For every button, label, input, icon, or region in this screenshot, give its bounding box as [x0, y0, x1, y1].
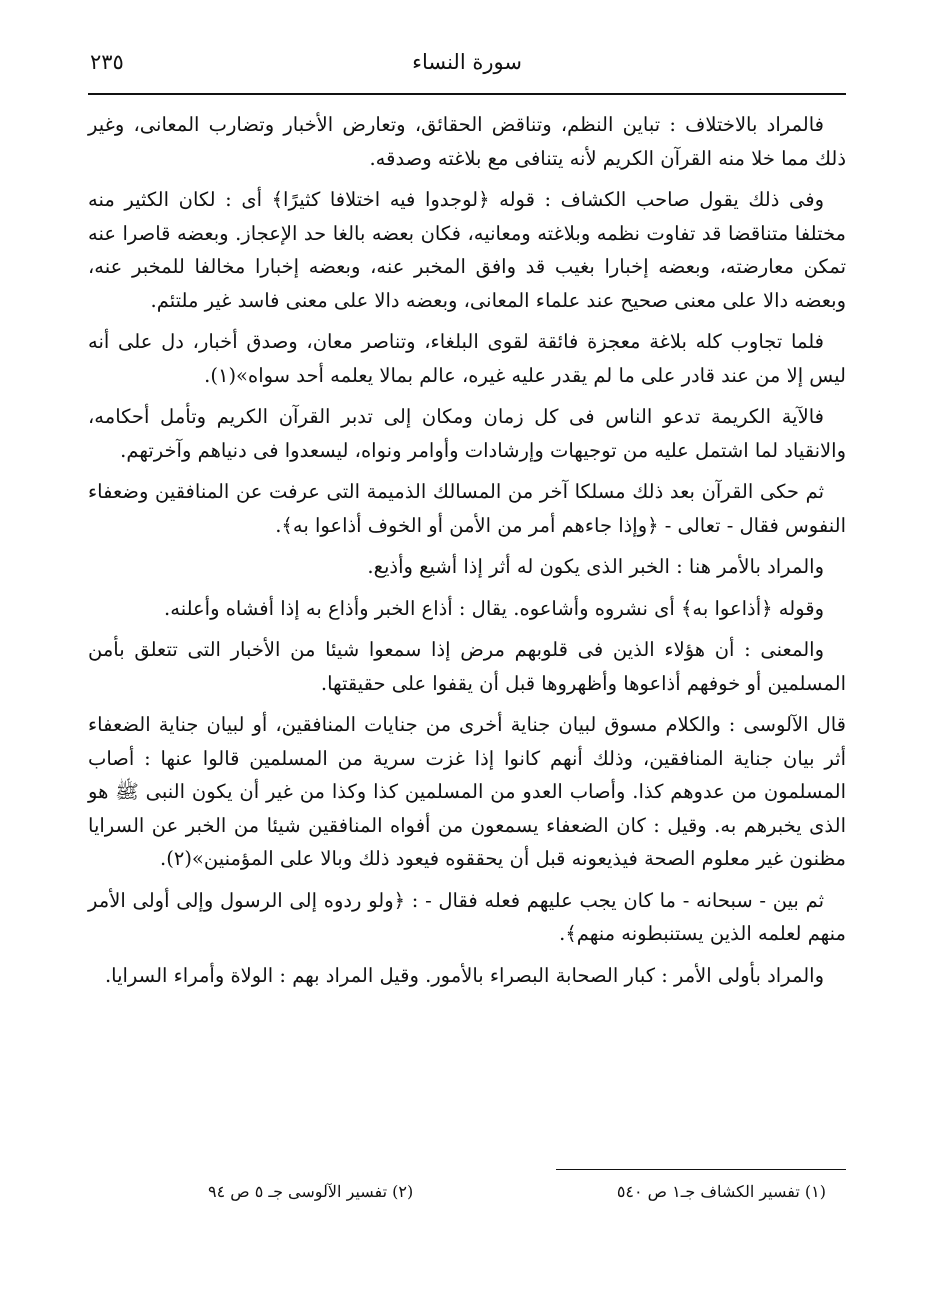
paragraph: فالآية الكريمة تدعو الناس فى كل زمان ومكان إلى تدبر القرآن الكريم وتأمل أحكامه، والانقياد لما اشتمل عليه من توجيهات وإرشادات وأوامر ونواه، ليسعدوا فى دنياهم وآخرتهم.: [88, 405, 846, 462]
paragraph: والمعنى : أن هؤلاء الذين فى قلوبهم مرض إذا سمعوا شيئا من الأخبار التى تتعلق بأمن المسلمين أو خوفهم أذاعوها وأظهروها قبل أن يقفوا على حقيقتها.: [88, 638, 846, 695]
footnote-2: (٢) تفسير الآلوسى جـ ٥ ص ٩٤: [208, 1182, 414, 1201]
paragraph: فلما تجاوب كله بلاغة معجزة فائقة لقوى البلغاء، وتناصر معان، وصدق أخبار، دل على أنه ليس إلا من عند قادر على ما لم يقدر عليه غيره، عالم بمالا يعلمه أحد سواه»(١).: [88, 330, 846, 387]
paragraph: ثم حكى القرآن بعد ذلك مسلكا آخر من المسالك الذميمة التى عرفت عن المنافقين وضعفاء النفوس فقال - تعالى - ﴿وإذا جاءهم أمر من الأمن أو الخوف أذاعوا به﴾.: [88, 480, 846, 537]
running-header: [88, 50, 846, 84]
paragraph: والمراد بأولى الأمر : كبار الصحابة البصراء بالأمور. وقيل المراد بهم : الولاة وأمراء السرايا.: [104, 963, 824, 987]
footnote-rule: [556, 1169, 846, 1170]
footnote-1: (١) تفسير الكشاف جـ١ ص ٥٤٠: [616, 1182, 826, 1201]
paragraph: والمراد بالأمر هنا : الخبر الذى يكون له أثر إذا أشيع وأذيع.: [367, 555, 824, 578]
chapter-title: سورة النساء: [412, 50, 522, 74]
page-number: ٢٣٥: [90, 50, 124, 74]
paragraph: فالمراد بالاختلاف : تباين النظم، وتناقض الحقائق، وتعارض الأخبار وتضارب المعانى، وغير ذلك مما خلا منه القرآن الكريم لأنه يتنافى مع بلاغته وصدقه.: [88, 113, 846, 170]
header-rule: [88, 93, 846, 95]
paragraph: وقوله ﴿أذاعوا به﴾ أى نشروه وأشاعوه. يقال : أذاع الخبر وأذاع به إذا أفشاه وأعلنه.: [164, 596, 824, 620]
footnotes: [88, 1182, 846, 1212]
paragraph: ثم بين - سبحانه - ما كان يجب عليهم فعله فقال - : ﴿ولو ردوه إلى الرسول وإلى أولى الأمر منهم لعلمه الذين يستنبطونه منهم﴾.: [88, 888, 846, 945]
paragraph: وفى ذلك يقول صاحب الكشاف : قوله ﴿لوجدوا فيه اختلافا كثيرًا﴾ أى : لكان الكثير منه مختلفا متناقضا قد تفاوت نظمه وبلاغته ومعانيه، فكان بعضه بالغا حد الإعجاز. وبعضه قاصرا عنه تمكن معارضته، وبعضه إخبارا بغيب قد وافق المخبر عنه، وبعضه إخبارا مخالفا للمخبر عنه، وبعضه دالا على معنى صحيح عند علماء المعانى، وبعضه دالا على معنى فاسد غير ملتئم.: [88, 188, 846, 312]
body-text: [88, 108, 846, 1000]
paragraph: قال الآلوسى : والكلام مسوق لبيان جناية أخرى من جنايات المنافقين، أو لبيان جناية الضعفاء أثر بيان جناية المنافقين، وذلك أنهم كانوا إذا غزت سرية من المسلمين قالوا عنها : أصاب المسلمون من عدوهم كذا. وأصاب العدو من المسلمين كذا وكذا من غير أن يكون النبى ﷺ هو الذى يخبرهم به. وقيل : كان الضعفاء يسمعون من أفواه المنافقين شيئا من الخبر عن السرايا مظنون غير معلوم الصحة فيذيعونه قبل أن يحققوه فيعود ذلك وبالا على المؤمنين»(٢).: [88, 713, 846, 870]
